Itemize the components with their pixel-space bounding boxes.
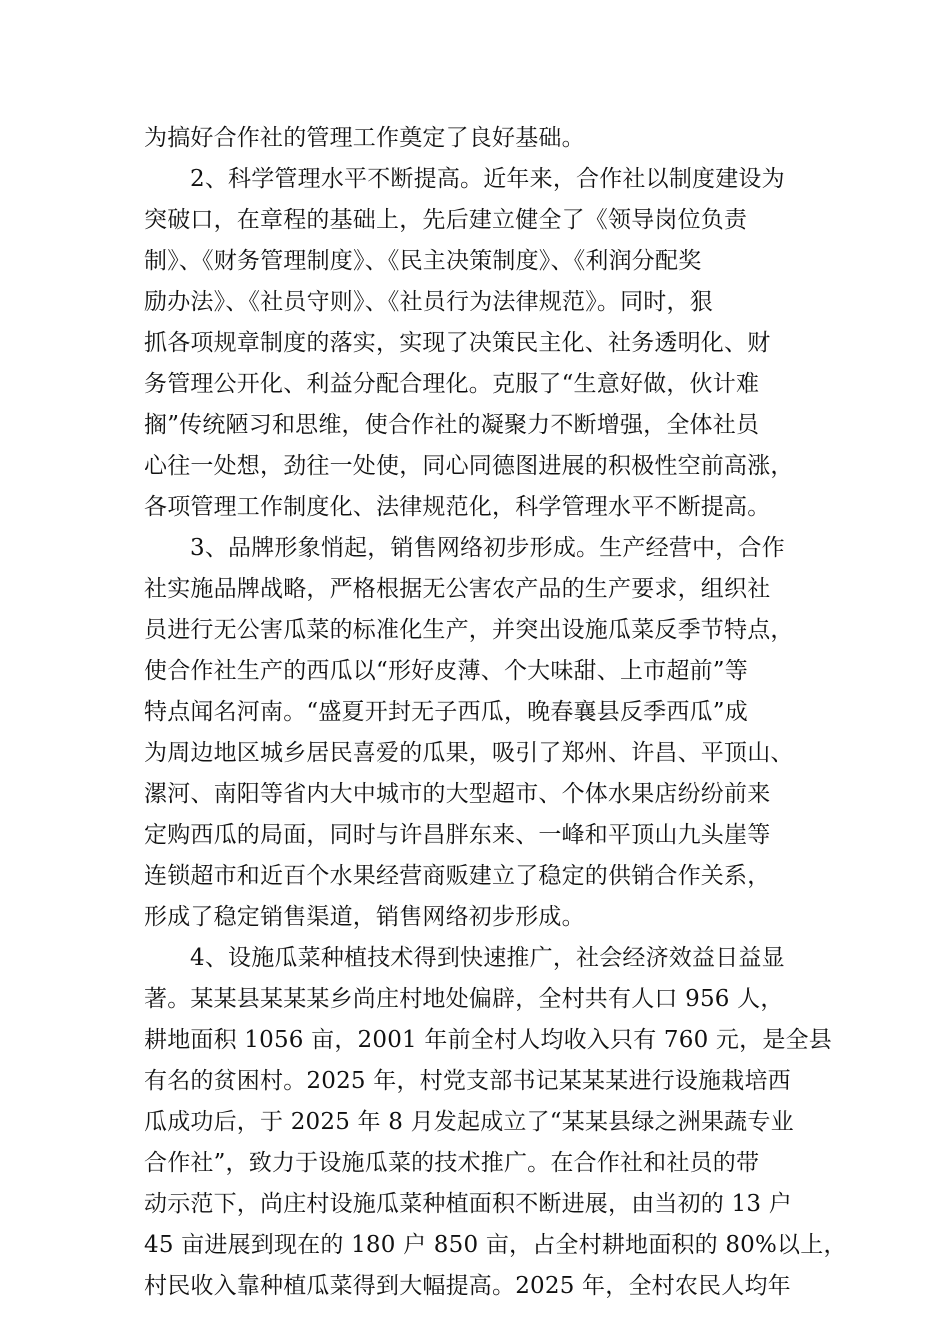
text-line: 有名的贫困村。2025 年，村党支部书记某某某进行设施栽培西 bbox=[144, 1068, 791, 1094]
text-line: 连锁超市和近百个水果经营商贩建立了稳定的供销合作关系， bbox=[144, 863, 771, 889]
text-line: 社实施品牌战略，严格根据无公害农产品的生产要求，组织社 bbox=[144, 576, 771, 602]
paragraph-4-first-line: 4、设施瓜菜种植技术得到快速推广，社会经济效益日益显 bbox=[190, 945, 785, 971]
text-line: 瓜成功后，于 2025 年 8 月发起成立了“某某县绿之洲果蔬专业 bbox=[144, 1109, 794, 1135]
text-line: 各项管理工作制度化、法律规范化，科学管理水平不断提高。 bbox=[144, 494, 771, 520]
text-line: 定购西瓜的局面，同时与许昌胖东来、一峰和平顶山九头崖等 bbox=[144, 822, 771, 848]
text-line: 合作社”，致力于设施瓜菜的技术推广。在合作社和社员的带 bbox=[144, 1150, 760, 1176]
text-line: 形成了稳定销售渠道，销售网络初步形成。 bbox=[144, 904, 585, 930]
text-line: 为周边地区城乡居民喜爱的瓜果，吸引了郑州、许昌、平顶山、 bbox=[144, 740, 794, 766]
text-line: 著。某某县某某某乡尚庄村地处偏辟，全村共有人口 956 人， bbox=[144, 986, 784, 1012]
paragraph-2-first-line: 2、科学管理水平不断提高。近年来，合作社以制度建设为 bbox=[190, 166, 785, 192]
body-text bbox=[144, 118, 847, 1307]
text-line: 员进行无公害瓜菜的标准化生产，并突出设施瓜菜反季节特点， bbox=[144, 617, 794, 643]
text-line: 务管理公开化、利益分配合理化。克服了“生意好做，伙计难 bbox=[144, 371, 760, 397]
text-line: 搁”传统陋习和思维，使合作社的凝聚力不断增强，全体社员 bbox=[144, 412, 760, 438]
text-line: 为搞好合作社的管理工作奠定了良好基础。 bbox=[144, 125, 585, 151]
text-line: 心往一处想，劲往一处使，同心同德图进展的积极性空前高涨， bbox=[144, 453, 794, 479]
text-line: 耕地面积 1056 亩，2001 年前全村人均收入只有 760 元，是全县 bbox=[144, 1027, 832, 1053]
text-line: 励办法》、《社员守则》、《社员行为法律规范》。同时，狠 bbox=[144, 289, 713, 315]
text-line: 制》、《财务管理制度》、《民主决策制度》、《利润分配奖 bbox=[144, 248, 702, 274]
text-line: 抓各项规章制度的落实，实现了决策民主化、社务透明化、财 bbox=[144, 330, 771, 356]
paragraph-3-first-line: 3、品牌形象悄起，销售网络初步形成。生产经营中，合作 bbox=[190, 535, 785, 561]
text-line: 村民收入靠种植瓜菜得到大幅提高。2025 年，全村农民人均年 bbox=[144, 1273, 791, 1299]
text-line: 突破口，在章程的基础上，先后建立健全了《领导岗位负责 bbox=[144, 207, 748, 233]
text-line: 45 亩进展到现在的 180 户 850 亩，占全村耕地面积的 80%以上， bbox=[144, 1232, 847, 1258]
text-line: 使合作社生产的西瓜以“形好皮薄、个大味甜、上市超前”等 bbox=[144, 658, 748, 684]
text-line: 特点闻名河南。“盛夏开封无子西瓜，晚春襄县反季西瓜”成 bbox=[144, 699, 748, 725]
text-line: 动示范下，尚庄村设施瓜菜种植面积不断进展，由当初的 13 户 bbox=[144, 1191, 792, 1217]
text-line: 漯河、南阳等省内大中城市的大型超市、个体水果店纷纷前来 bbox=[144, 781, 771, 807]
